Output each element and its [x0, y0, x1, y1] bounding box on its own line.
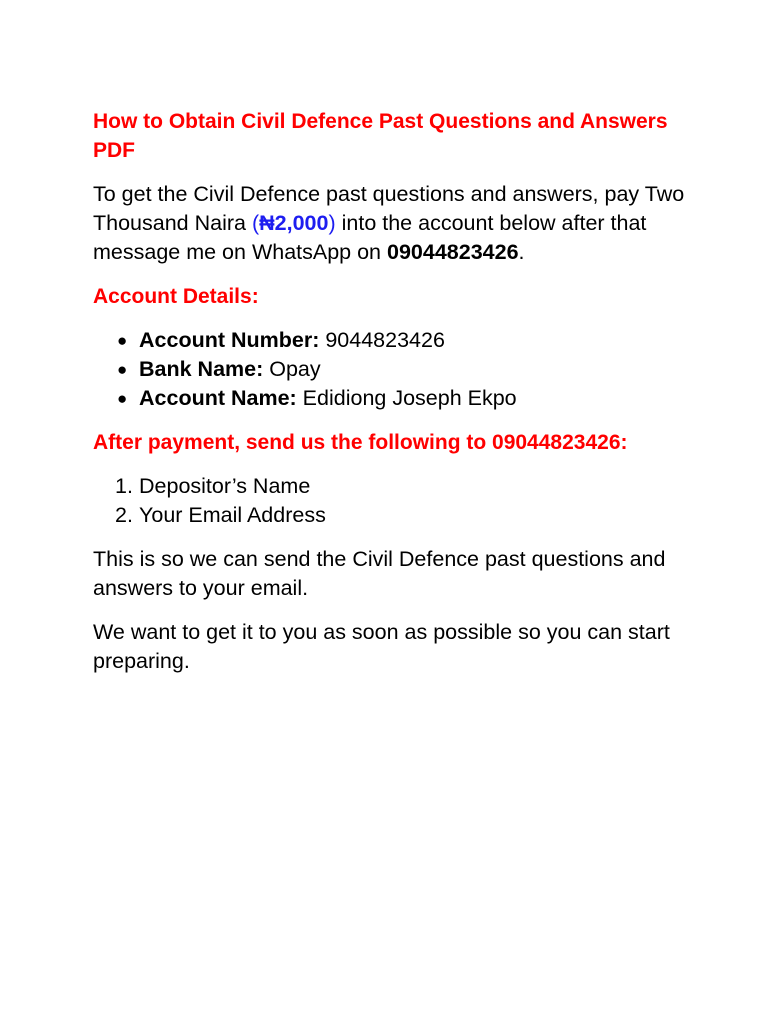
account-name-value: Edidiong Joseph Ekpo [296, 386, 517, 410]
price-value: ₦2,000 [259, 211, 329, 235]
list-item [93, 472, 693, 501]
after-payment-heading: After payment, send us the following to 09044823426: [93, 431, 628, 454]
whatsapp-phone: 09044823426 [387, 240, 519, 264]
bank-name-item [93, 355, 693, 384]
bullet-icon: ● [117, 331, 128, 350]
account-details-list [93, 326, 693, 413]
list-number: 1. [115, 474, 133, 498]
price-close-paren: ) [328, 211, 336, 235]
document-page [93, 107, 693, 691]
account-number-label: Account Number: [139, 328, 320, 352]
account-number-item [93, 326, 693, 355]
account-name-label: Account Name: [139, 386, 297, 410]
account-name-item [93, 384, 693, 413]
account-details-heading: Account Details: [93, 285, 259, 308]
list-item-text: Your Email Address [139, 503, 326, 527]
bullet-icon: ● [117, 360, 128, 379]
account-number-value: 9044823426 [319, 328, 445, 352]
intro-paragraph [93, 180, 693, 267]
list-item [93, 501, 693, 530]
intro-text-middle: into the account below after that message me on WhatsApp on [93, 211, 647, 264]
closing-paragraph: We want to get it to you as soon as possible so you can start preparing. [93, 620, 670, 673]
bullet-icon: ● [117, 389, 128, 408]
list-number: 2. [115, 503, 133, 527]
page-title: How to Obtain Civil Defence Past Questions and Answers PDF [93, 110, 668, 162]
price-open-paren: ( [251, 211, 260, 235]
bank-name-value: Opay [263, 357, 321, 381]
list-item-text: Depositor’s Name [139, 474, 311, 498]
bank-name-label: Bank Name: [139, 357, 264, 381]
requirements-list [93, 472, 693, 530]
intro-text-end: . [518, 240, 525, 264]
price-amount [252, 211, 336, 235]
email-paragraph: This is so we can send the Civil Defence past questions and answers to your email. [93, 547, 666, 600]
intro-text-start: To get the Civil Defence past questions and answers, pay Two Thousand Naira [93, 182, 685, 235]
